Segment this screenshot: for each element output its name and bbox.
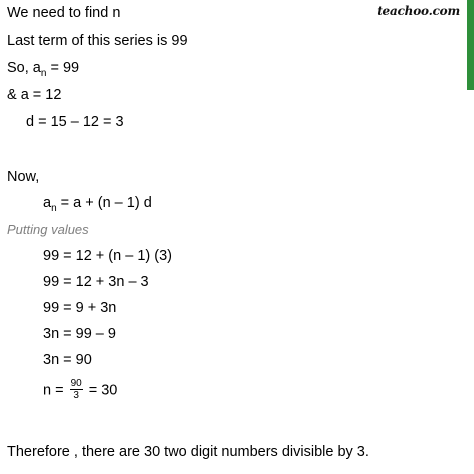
- text-line-last-term: Last term of this series is 99: [7, 33, 188, 49]
- step-5: 3n = 90: [43, 352, 92, 368]
- step-6-fraction: [43, 379, 117, 402]
- text-line-now: Now,: [7, 169, 40, 185]
- fraction-numerator: 90: [70, 378, 82, 389]
- step-4: 3n = 99 – 9: [43, 326, 116, 342]
- conclusion-text: Therefore , there are 30 two digit numbers divisible by 3.: [7, 444, 369, 460]
- teachoo-logo: teachoo.com: [377, 4, 460, 18]
- text-line-an-equals: [7, 59, 79, 79]
- step6-prefix: n =: [43, 382, 68, 399]
- step-3: 99 = 9 + 3n: [43, 300, 117, 316]
- step-1: 99 = 12 + (n – 1) (3): [43, 248, 172, 264]
- step-2: 99 = 12 + 3n – 3: [43, 274, 149, 290]
- an-subscript: n: [40, 68, 47, 79]
- sidebar-green-segment: [467, 0, 474, 90]
- formula-prefix: a: [43, 195, 52, 211]
- fraction-denominator: 3: [73, 390, 79, 401]
- an-suffix: = 99: [46, 60, 80, 76]
- sidebar-accent-bar: [467, 0, 474, 474]
- text-line-find-n: We need to find n: [7, 5, 121, 21]
- text-line-d-equals: d = 15 – 12 = 3: [26, 114, 124, 130]
- formula-subscript: n: [51, 203, 57, 214]
- formula-an: [43, 194, 152, 214]
- fraction: [70, 378, 83, 401]
- an-prefix: So, a: [7, 60, 41, 76]
- formula-suffix: = a + (n – 1) d: [56, 195, 152, 211]
- hint-putting-values: Putting values: [7, 222, 89, 237]
- step6-suffix: = 30: [84, 382, 118, 399]
- text-line-a-equals: & a = 12: [7, 87, 62, 103]
